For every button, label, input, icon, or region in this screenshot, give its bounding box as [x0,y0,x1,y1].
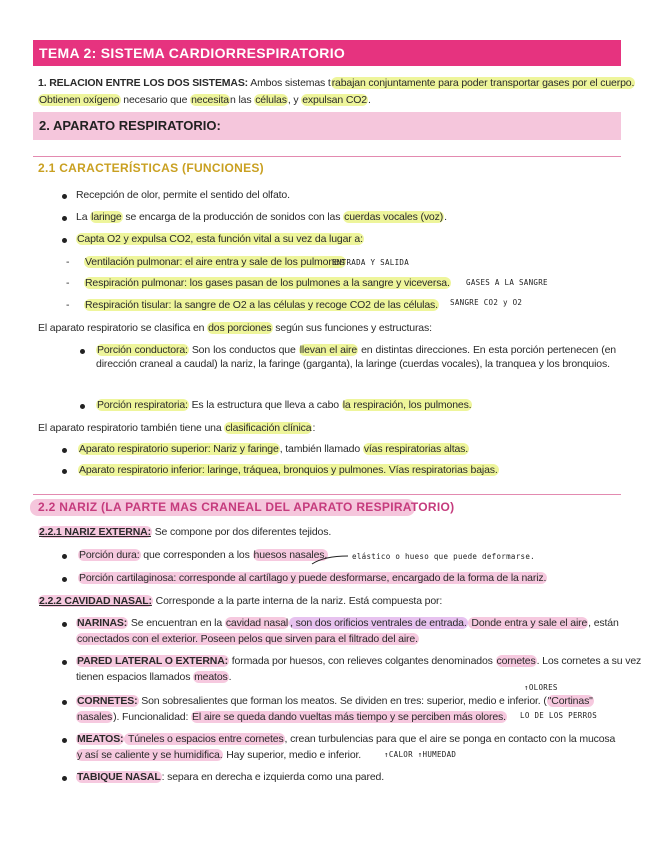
intro-label: 1. RELACION ENTRE LOS DOS SISTEMAS: [38,77,249,89]
list-item-continued: nasales). Funcionalidad: El aire se queda dando vueltas más tiempo y se perciben más olores. [77,711,506,723]
handwritten-note: SANGRE CO2 y O2 [450,298,523,307]
list-item-continued: conectados con el exterior. Poseen pelos que sirven para el filtrado del aire. [77,633,418,645]
list-item-continued: tienen espacios llamados meatos. [76,671,232,683]
list-item-continued: y así se caliente y se humidifica. Hay superior, medio e inferior. [77,749,362,761]
intro-line-1 [38,76,635,90]
intro-highlight: Obtienen oxígeno [39,94,120,106]
subsection-heading: 2.2.2 CAVIDAD NASAL: Corresponde a la parte interna de la nariz. Está compuesta por: [39,595,443,607]
bullet-icon [62,622,67,627]
section-2-2-heading: 2.2 NARIZ (LA PARTE MAS CRANEAL DEL APARATO RESPIRATORIO) [38,500,455,514]
list-item: CORNETES: Son sobresalientes que forman los meatos. Se dividen en tres: superior, medio e inferior. ("Cortinas" [77,695,593,707]
list-item: MEATOS: Túneles o espacios entre cornetes, crean turbulencias para que el aire se ponga en contacto con la mucosa [77,733,616,745]
intro-text: . [367,94,371,106]
list-item: Aparato respiratorio superior: Nariz y faringe, también llamado vías respiratorias altas. [79,443,469,455]
bullet-icon [62,660,67,665]
bullet-icon [62,738,67,743]
list-item: Ventilación pulmonar: el aire entra y sale de los pulmones [85,256,345,268]
list-item: Porción dura: que corresponden a los huesos nasales. [79,549,328,561]
handwritten-note: ENTRADA Y SALIDA [332,258,410,267]
section-divider [33,156,621,157]
bullet-icon [80,404,85,409]
bullet-icon [62,194,67,199]
handwritten-note: ↑OLORES [524,683,558,692]
list-item: Porción respiratoria: Es la estructura que lleva a cabo la respiración, los pulmones. [97,399,472,411]
handwritten-note: elástico o hueso que puede deformarse. [352,552,535,561]
intro-text: , y [287,94,302,106]
bullet-icon [62,776,67,781]
list-item: La laringe se encarga de la producción de sonidos con las cuerdas vocales (voz). [76,211,447,223]
list-item: Respiración pulmonar: los gases pasan de los pulmones a la sangre y viceversa. [85,277,450,289]
intro-text: Ambos sistemas t [248,77,331,89]
list-item: PARED LATERAL O EXTERNA: formada por huesos, con relieves colgantes denominados cornetes. Los cornetes a su vez [77,655,642,667]
subsection-heading: 2.2.1 NARIZ EXTERNA: Se compone por dos diferentes tejidos. [39,526,332,538]
bullet-icon [62,216,67,221]
bullet-icon [62,469,67,474]
arrow-icon [310,552,350,566]
handwritten-note: LO DE LOS PERROS [520,711,598,720]
intro-highlight: células [255,94,287,106]
list-item: Porción conductora: Son los conductos que llevan el aire en distintas direcciones. En esta porción pertenecen (en dirección craneal a caudal) la nariz, la faringe (garganta), la laringe (cuerdas vocales), la tranquea y los bronquios. [96,344,616,370]
list-item: Capta O2 y expulsa CO2, esta función vital a su vez da lugar a: [77,233,363,245]
dash-icon: - [66,277,70,289]
paragraph: El aparato respiratorio también tiene una clasificación clínica: [38,422,316,434]
section-2-heading: 2. APARATO RESPIRATORIO: [33,112,621,140]
intro-text: necesario que [120,94,191,106]
handwritten-note: ↑CALOR ↑HUMEDAD [384,750,457,759]
bullet-icon [62,577,67,582]
bullet-icon [62,700,67,705]
bullet-icon [62,554,67,559]
bullet-icon [62,448,67,453]
intro-highlight: expulsan CO2 [302,94,367,106]
list-item: Aparato respiratorio inferior: laringe, tráquea, bronquios y pulmones. Vías respiratorias bajas. [79,464,498,476]
list-item: Respiración tisular: la sangre de O2 a las células y recoge CO2 de las células. [85,299,438,311]
bullet-icon [62,238,67,243]
bullet-icon [80,349,85,354]
section-2-1-heading: 2.1 CARACTERÍSTICAS (FUNCIONES) [38,161,264,175]
handwritten-note: GASES A LA SANGRE [466,278,548,287]
list-item: Porción cartilaginosa: corresponde al cartílago y puede desformarse, encargado de la forma de la nariz. [79,572,547,584]
paragraph: El aparato respiratorio se clasifica en dos porciones según sus funciones y estructuras: [38,322,432,334]
list-item: Recepción de olor, permite el sentido del olfato. [76,189,290,201]
dash-icon: - [66,299,70,311]
list-item: NARINAS: Se encuentran en la cavidad nasal , son dos orificios ventrales de entrada. Donde entra y sale el aire, están [77,617,619,629]
page-title: TEMA 2: SISTEMA CARDIORRESPIRATORIO [33,40,621,66]
list-item: TABIQUE NASAL: separa en derecha e izquierda como una pared. [77,771,384,783]
intro-highlight: rabajan conjuntamente para poder transportar gases por el cuerpo. [331,77,635,89]
intro-text: n las [229,94,255,106]
intro-highlight: necesita [191,94,229,106]
intro-line-2 [38,93,371,107]
dash-icon: - [66,256,70,268]
section-divider [33,494,621,495]
